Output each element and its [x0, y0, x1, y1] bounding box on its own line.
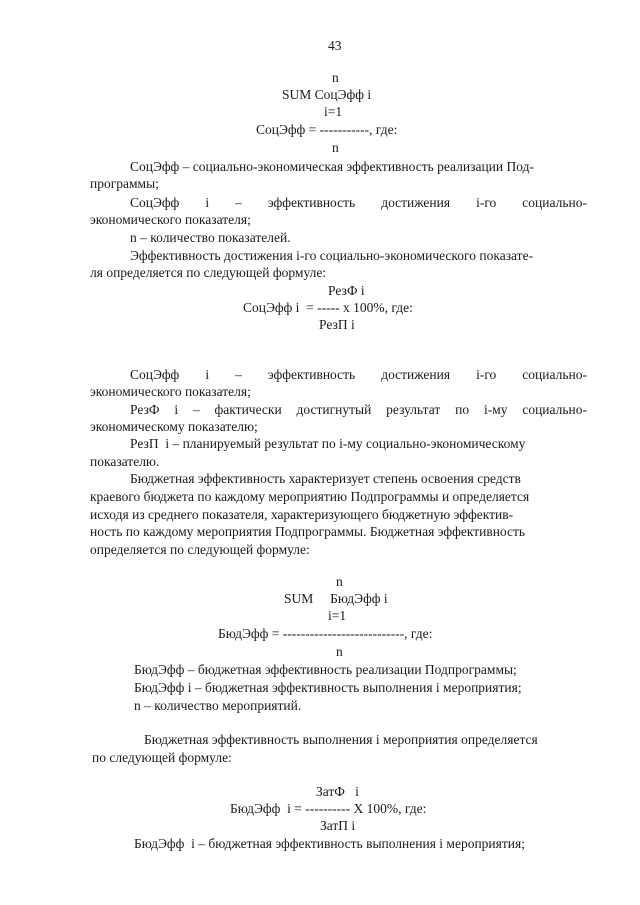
text-line-justified [130, 366, 587, 383]
text-line-justified [130, 194, 587, 211]
text-line: показателю. [90, 454, 160, 469]
word: по [455, 402, 470, 417]
text-line-justified [130, 401, 587, 418]
word: эффективность [267, 367, 356, 382]
text-line: Эффективность достижения i-го социально-экономического показате- [130, 248, 534, 263]
text-line: ность по каждому мероприятия Подпрограммы. Бюджетная эффективность [90, 524, 526, 539]
text-line: Бюджетная эффективность выполнения i мероприятия определяется [144, 732, 538, 747]
text-line: n – количество показателей. [130, 230, 291, 245]
text-line: экономического показателя; [90, 384, 251, 399]
text-line: ля определяется по следующей формуле: [90, 265, 327, 280]
formula-4-denominator: ЗатП i [320, 818, 356, 833]
word: социально- [522, 402, 587, 417]
word: – [192, 402, 200, 417]
word: i-го [476, 367, 497, 382]
word: i [205, 367, 210, 382]
word: эффективность [267, 195, 356, 210]
text-line: СоцЭфф – социально-экономическая эффективность реализации Под- [130, 159, 534, 174]
text-line: Бюджетная эффективность характеризует степень освоения средств [130, 471, 521, 486]
formula-3-lower-limit: i=1 [328, 608, 347, 623]
text-line: БюдЭфф – бюджетная эффективность реализации Подпрограммы; [134, 662, 517, 677]
page-number: 43 [328, 38, 342, 53]
formula-3-upper-limit: n [336, 574, 343, 589]
formula-1-lower-limit: i=1 [324, 104, 343, 119]
text-line: по следующей формуле: [92, 750, 232, 765]
word: i [174, 402, 179, 417]
formula-3-denominator: n [336, 644, 343, 659]
text-line: экономического показателя; [90, 212, 251, 227]
word: i-му [483, 402, 508, 417]
word: СоцЭфф [130, 195, 180, 210]
word: фактически [214, 402, 282, 417]
text-line: программы; [90, 176, 159, 191]
word: достигнутый [296, 402, 372, 417]
text-line: определяется по следующей формуле: [90, 542, 310, 557]
formula-3-main: БюдЭфф = ---------------------------, где: [218, 626, 433, 641]
word: – [235, 195, 242, 210]
word: социально- [522, 367, 587, 382]
word: i [205, 195, 210, 210]
word: достижения [381, 367, 451, 382]
formula-2-denominator: РезП i [319, 317, 355, 332]
word: СоцЭфф [130, 367, 180, 382]
word: социально- [522, 195, 587, 210]
formula-4-numerator: ЗатФ i [316, 784, 359, 799]
formula-1-main: СоцЭфф = -----------, где: [256, 122, 398, 137]
formula-1-sum: SUM СоцЭфф i [282, 87, 372, 102]
formula-1-denominator: n [332, 140, 339, 155]
word: i-го [476, 195, 497, 210]
text-line: экономическому показателю; [90, 419, 258, 434]
text-line: БюдЭфф i – бюджетная эффективность выполнения i мероприятия; [134, 836, 525, 851]
word: достижения [381, 195, 451, 210]
formula-3-sum: SUM БюдЭфф i [284, 591, 388, 606]
text-line: n – количество мероприятий. [134, 698, 302, 713]
word: РезФ [130, 402, 160, 417]
text-line: БюдЭфф i – бюджетная эффективность выполнения i мероприятия; [134, 680, 522, 695]
formula-2-numerator: РезФ i [328, 283, 365, 298]
text-line: исходя из среднего показателя, характеризующего бюджетную эффектив- [90, 507, 514, 522]
formula-2-main: СоцЭфф i = ----- x 100%, где: [243, 300, 413, 315]
text-line: краевого бюджета по каждому мероприятию Подпрограммы и определяется [90, 489, 530, 504]
formula-1-upper-limit: n [332, 70, 339, 85]
word: результат [386, 402, 441, 417]
formula-4-main: БюдЭфф i = ---------- X 100%, где: [230, 801, 427, 816]
text-line: РезП i – планируемый результат по i-му социально-экономическому [130, 436, 526, 451]
word: – [235, 367, 242, 382]
